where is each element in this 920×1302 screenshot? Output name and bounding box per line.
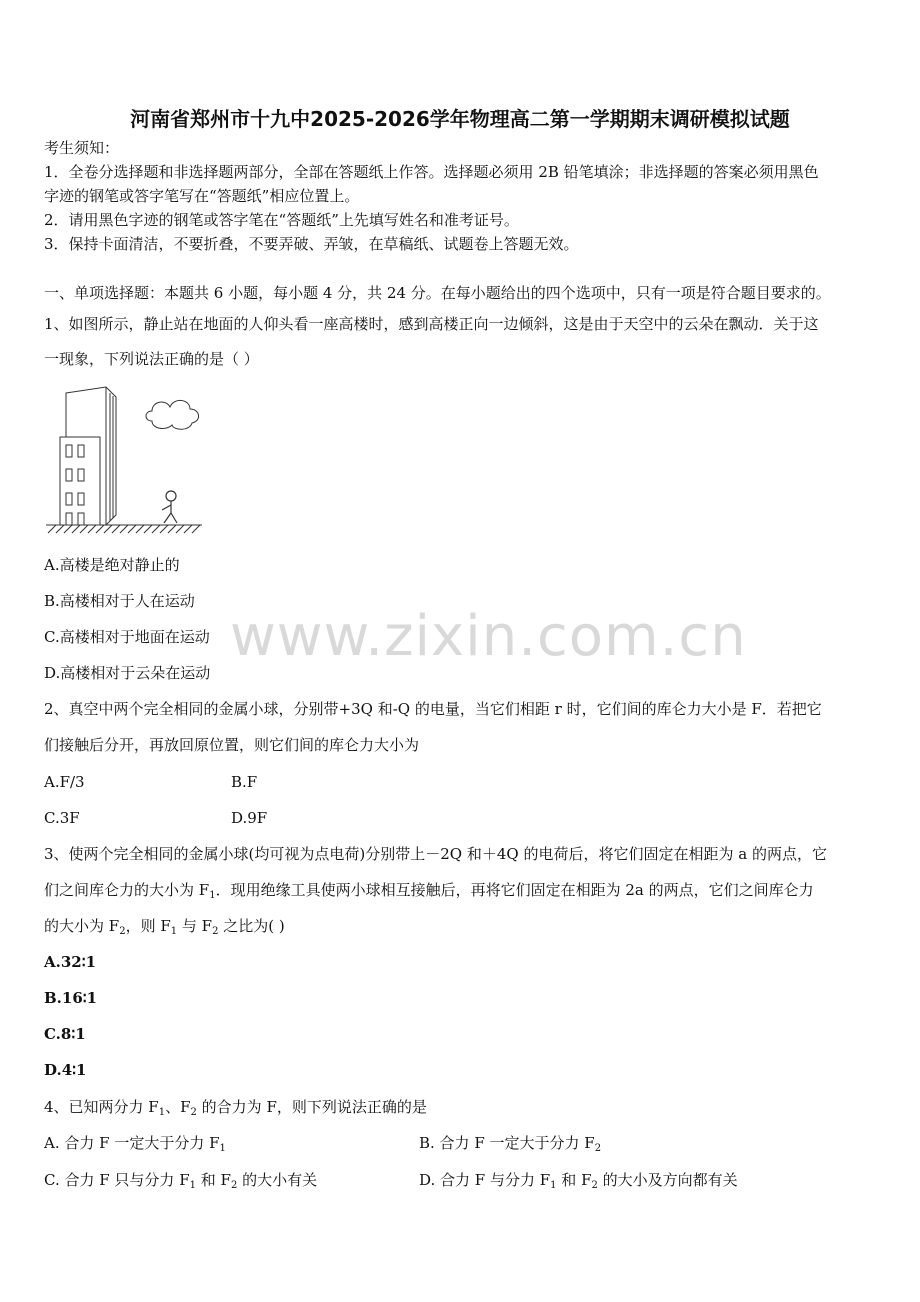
subscript: 1 xyxy=(219,1143,226,1154)
q3-text: 之比为( ) xyxy=(218,917,285,935)
subscript: 1 xyxy=(209,890,216,901)
q3-option-a: A.32∶1 xyxy=(44,953,97,971)
subscript: 1 xyxy=(189,1180,196,1191)
q3-text: ，则 F xyxy=(125,917,171,935)
ground xyxy=(46,525,202,533)
q3-option-b: B.16∶1 xyxy=(44,989,98,1007)
q1-stem-line2: 一现象，下列说法正确的是（ ） xyxy=(44,350,259,368)
q4-text: 的大小及方向都有关 xyxy=(597,1171,738,1189)
subscript: 1 xyxy=(550,1180,557,1191)
q4-stem xyxy=(44,1097,427,1117)
q4-option-c xyxy=(44,1170,317,1190)
notice-line-3: 3．保持卡面清洁，不要折叠，不要弄破、弄皱，在草稿纸、试题卷上答题无效。 xyxy=(44,235,579,253)
subscript: 2 xyxy=(591,1180,598,1191)
q4-option-d xyxy=(419,1170,738,1190)
q4-text: 的大小有关 xyxy=(237,1171,318,1189)
watermark: www.zixin.com.cn xyxy=(230,604,747,669)
q1-option-d: D.高楼相对于云朵在运动 xyxy=(44,664,211,682)
page-title: 河南省郑州市十九中2025-2026学年物理高二第一学期期末调研模拟试题 xyxy=(130,107,790,131)
q4-text: 4、已知两分力 F xyxy=(44,1098,159,1116)
q4-text: 、F xyxy=(165,1098,191,1116)
building-cloud-figure xyxy=(44,385,214,535)
q1-option-b: B.高楼相对于人在运动 xyxy=(44,592,195,610)
q2-stem-line2: 们接触后分开，再放回原位置，则它们间的库仑力大小为 xyxy=(44,736,420,754)
q2-option-d: D.9F xyxy=(231,809,268,827)
subscript: 2 xyxy=(212,926,219,937)
q4-text: B. 合力 F 一定大于分力 F xyxy=(419,1134,595,1152)
q3-option-d: D.4∶1 xyxy=(44,1061,87,1079)
q4-text: C. 合力 F 只与分力 F xyxy=(44,1171,190,1189)
q4-option-b xyxy=(419,1133,601,1153)
q4-text: 和 F xyxy=(195,1171,231,1189)
subscript: 2 xyxy=(230,1180,238,1191)
q4-text: 的合力为 F，则下列说法正确的是 xyxy=(196,1098,427,1116)
q4-text: 和 F xyxy=(556,1171,592,1189)
q3-option-c: C.8∶1 xyxy=(44,1025,86,1043)
q3-stem-line2 xyxy=(44,880,814,900)
q3-text: 与 F xyxy=(177,917,213,935)
notice-line-2: 2．请用黑色字迹的钢笔或答字笔在“答题纸”上先填写姓名和准考证号。 xyxy=(44,211,519,229)
q4-text: D. 合力 F 与分力 F xyxy=(419,1171,551,1189)
notice-line-1a: 1．全卷分选择题和非选择题两部分，全部在答题纸上作答。选择题必须用 2B 铅笔填涂；非选择题的答案必须用黑色 xyxy=(44,163,819,181)
subscript: 2 xyxy=(190,1107,197,1118)
subscript: 2 xyxy=(594,1143,602,1154)
q2-option-c: C.3F xyxy=(44,809,80,827)
q1-option-c: C.高楼相对于地面在运动 xyxy=(44,628,210,646)
q1-option-a: A.高楼是绝对静止的 xyxy=(44,556,180,574)
q3-text: 们之间库仑力的大小为 F xyxy=(44,881,210,899)
person-icon xyxy=(162,491,177,523)
section-heading: 一、单项选择题：本题共 6 小题，每小题 4 分，共 24 分。在每小题给出的四个选项中，只有一项是符合题目要求的。 xyxy=(44,284,831,302)
notice-heading: 考生须知： xyxy=(44,139,120,157)
notice-line-1b: 字迹的钢笔或答字笔写在“答题纸”相应位置上。 xyxy=(44,187,360,205)
building-icon xyxy=(60,387,116,525)
q3-stem-line3 xyxy=(44,916,285,936)
cloud-icon xyxy=(146,400,199,429)
q1-stem-line1: 1、如图所示，静止站在地面的人仰头看一座高楼时，感到高楼正向一边倾斜，这是由于天空中的云朵在飘动．关于这 xyxy=(44,315,819,333)
q3-stem-line1: 3、使两个完全相同的金属小球(均可视为点电荷)分别带上－2Q 和＋4Q 的电荷后，将它们固定在相距为 a 的两点，它 xyxy=(44,845,827,863)
q2-stem-line1: 2、真空中两个完全相同的金属小球，分别带+3Q 和-Q 的电量，当它们相距 r 时，它们间的库仑力大小是 F．若把它 xyxy=(44,700,822,718)
subscript: 1 xyxy=(170,926,178,937)
subscript: 1 xyxy=(158,1107,166,1118)
subscript: 2 xyxy=(119,926,126,937)
q2-option-b: B.F xyxy=(231,773,258,791)
q4-text: A. 合力 F 一定大于分力 F xyxy=(44,1134,220,1152)
q3-text: 的大小为 F xyxy=(44,917,120,935)
q2-option-a: A.F/3 xyxy=(44,773,85,791)
q4-option-a xyxy=(44,1133,226,1153)
q3-text: ．现用绝缘工具使两小球相互接触后，再将它们固定在相距为 2a 的两点，它们之间库仑力 xyxy=(215,881,814,899)
